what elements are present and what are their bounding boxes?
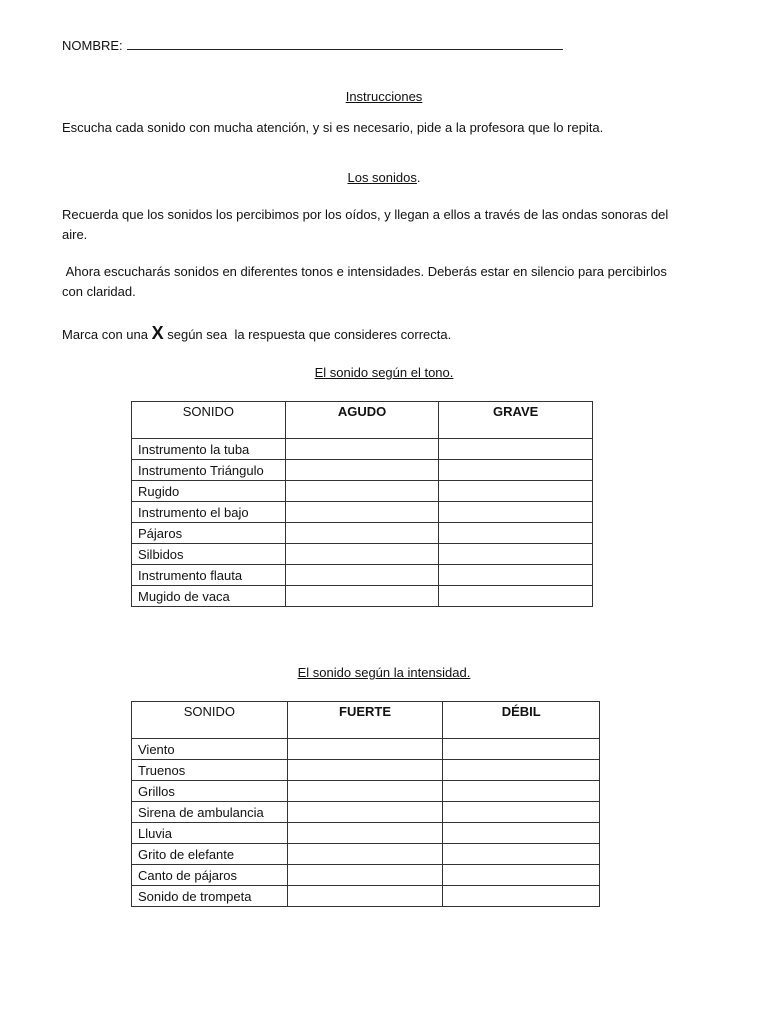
intensity-table xyxy=(131,701,600,907)
sound-name: Canto de pájaros xyxy=(132,865,288,886)
weak-cell[interactable] xyxy=(443,739,600,760)
high-cell[interactable] xyxy=(285,544,439,565)
table-row xyxy=(132,460,593,481)
sound-name: Grillos xyxy=(132,781,288,802)
high-cell[interactable] xyxy=(285,439,439,460)
mark-instruction xyxy=(62,323,682,345)
table-row xyxy=(132,481,593,502)
low-cell[interactable] xyxy=(439,523,593,544)
table-row xyxy=(132,523,593,544)
tone-header-low: GRAVE xyxy=(439,402,593,439)
weak-cell[interactable] xyxy=(443,886,600,907)
table-row xyxy=(132,781,600,802)
loud-cell[interactable] xyxy=(287,844,443,865)
weak-cell[interactable] xyxy=(443,865,600,886)
intensity-table-header-row xyxy=(132,702,600,739)
loud-cell[interactable] xyxy=(287,760,443,781)
name-blank-field[interactable] xyxy=(127,37,563,50)
table-row xyxy=(132,760,600,781)
low-cell[interactable] xyxy=(439,502,593,523)
table-row xyxy=(132,865,600,886)
sound-name: Silbidos xyxy=(132,544,286,565)
sound-name: Truenos xyxy=(132,760,288,781)
sound-name: Instrumento flauta xyxy=(132,565,286,586)
sound-name: Mugido de vaca xyxy=(132,586,286,607)
table-row xyxy=(132,439,593,460)
instructions-heading xyxy=(0,88,768,106)
loud-cell[interactable] xyxy=(287,802,443,823)
sounds-title-suffix: . xyxy=(416,170,421,185)
sound-name: Pájaros xyxy=(132,523,286,544)
sounds-paragraph-1: Recuerda que los sonidos los percibimos por los oídos, y llegan a ellos a través de las ondas sonoras del aire. xyxy=(62,207,669,242)
name-label: NOMBRE: xyxy=(62,38,123,53)
sound-name: Sirena de ambulancia xyxy=(132,802,288,823)
table-row xyxy=(132,565,593,586)
sound-name: Sonido de trompeta xyxy=(132,886,288,907)
sound-name: Instrumento Triángulo xyxy=(132,460,286,481)
tone-table-heading xyxy=(0,364,768,382)
weak-cell[interactable] xyxy=(443,781,600,802)
table-row xyxy=(132,844,600,865)
sounds-heading xyxy=(0,169,768,187)
sound-name: Lluvia xyxy=(132,823,288,844)
low-cell[interactable] xyxy=(439,544,593,565)
mark-text-before: Marca con una xyxy=(62,327,152,342)
name-line xyxy=(62,37,563,55)
intensity-header-loud: FUERTE xyxy=(287,702,443,739)
low-cell[interactable] xyxy=(439,481,593,502)
high-cell[interactable] xyxy=(285,586,439,607)
high-cell[interactable] xyxy=(285,565,439,586)
high-cell[interactable] xyxy=(285,481,439,502)
instructions-text: Escucha cada sonido con mucha atención, y si es necesario, pide a la profesora que lo repita. xyxy=(62,120,604,135)
loud-cell[interactable] xyxy=(287,886,443,907)
weak-cell[interactable] xyxy=(443,802,600,823)
loud-cell[interactable] xyxy=(287,823,443,844)
loud-cell[interactable] xyxy=(287,865,443,886)
table-row xyxy=(132,739,600,760)
tone-table-header-row xyxy=(132,402,593,439)
loud-cell[interactable] xyxy=(287,781,443,802)
instructions-title: Instrucciones xyxy=(345,89,423,104)
low-cell[interactable] xyxy=(439,460,593,481)
intensity-table-title: El sonido según la intensidad. xyxy=(297,665,471,680)
low-cell[interactable] xyxy=(439,439,593,460)
sound-name: Rugido xyxy=(132,481,286,502)
intensity-header-weak: DÉBIL xyxy=(443,702,600,739)
high-cell[interactable] xyxy=(285,460,439,481)
table-row xyxy=(132,823,600,844)
tone-table xyxy=(131,401,593,607)
intensity-header-sound: SONIDO xyxy=(132,702,288,739)
tone-table-title: El sonido según el tono. xyxy=(314,365,454,380)
high-cell[interactable] xyxy=(285,502,439,523)
table-row xyxy=(132,802,600,823)
intensity-table-heading xyxy=(0,664,768,682)
low-cell[interactable] xyxy=(439,586,593,607)
weak-cell[interactable] xyxy=(443,823,600,844)
sounds-paragraph-2: Ahora escucharás sonidos en diferentes tonos e intensidades. Deberás estar en silencio para percibirlos con claridad. xyxy=(62,264,671,299)
loud-cell[interactable] xyxy=(287,739,443,760)
mark-text-after: según sea la respuesta que consideres correcta. xyxy=(163,327,452,342)
sound-name: Viento xyxy=(132,739,288,760)
tone-header-sound: SONIDO xyxy=(132,402,286,439)
table-row xyxy=(132,502,593,523)
weak-cell[interactable] xyxy=(443,760,600,781)
sounds-title: Los sonidos xyxy=(347,170,417,185)
tone-header-high: AGUDO xyxy=(285,402,439,439)
table-row xyxy=(132,886,600,907)
sound-name: Instrumento la tuba xyxy=(132,439,286,460)
weak-cell[interactable] xyxy=(443,844,600,865)
low-cell[interactable] xyxy=(439,565,593,586)
sound-name: Instrumento el bajo xyxy=(132,502,286,523)
table-row xyxy=(132,586,593,607)
mark-x-symbol: X xyxy=(151,323,164,343)
table-row xyxy=(132,544,593,565)
sound-name: Grito de elefante xyxy=(132,844,288,865)
high-cell[interactable] xyxy=(285,523,439,544)
